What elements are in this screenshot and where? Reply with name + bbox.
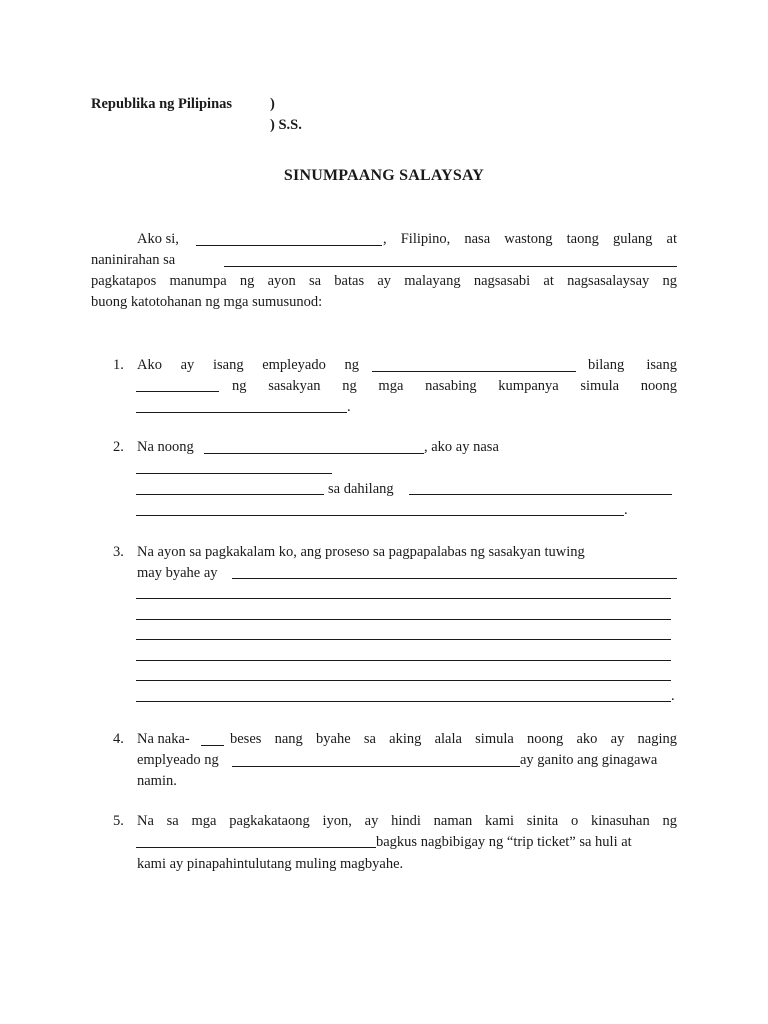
item5-line1: Na sa mga pagkakataong iyon, ay hindi naman kami sinita o kinasuhan ng xyxy=(137,813,677,829)
date-blank[interactable] xyxy=(204,453,424,454)
process-blank-3[interactable] xyxy=(136,619,671,620)
intro-line3: pagkatapos manumpa ng ayon sa batas ay malayang nagsasabi at nagsasalaysay ng xyxy=(91,273,677,289)
item5-line2-end: bagkus nagbibigay ng “trip ticket” sa huli at xyxy=(376,834,632,850)
item3-period: . xyxy=(671,688,675,704)
item4-line1-end: beses nang byahe sa aking alala simula noong ako ay naging xyxy=(230,731,677,747)
header-paren: ) xyxy=(270,96,275,112)
address-blank[interactable] xyxy=(224,266,677,267)
process-blank-6[interactable] xyxy=(136,680,671,681)
item-number: 2. xyxy=(113,439,124,455)
process-blank-1[interactable] xyxy=(232,578,677,579)
position-blank[interactable] xyxy=(136,391,219,392)
item-number: 4. xyxy=(113,731,124,747)
item4-line2-start: emplyeado ng xyxy=(137,752,219,768)
process-blank-4[interactable] xyxy=(136,639,671,640)
item2-period: . xyxy=(624,502,628,518)
item-number: 5. xyxy=(113,813,124,829)
item3-line1: Na ayon sa pagkakalam ko, ang proseso sa pagpapalabas ng sasakyan tuwing xyxy=(137,544,585,560)
intro-line2-start: naninirahan sa xyxy=(91,252,176,268)
item2-line1-start: Na noong xyxy=(137,439,194,455)
start-date-blank[interactable] xyxy=(136,412,347,413)
item1-line2: ng sasakyan ng mga nasabing kumpanya simula noong xyxy=(232,378,677,394)
item1-line1-end: bilang isang xyxy=(588,357,677,373)
process-blank-2[interactable] xyxy=(136,598,671,599)
item-number: 1. xyxy=(113,357,124,373)
item1-line1-start: Ako ay isang empleyado ng xyxy=(137,357,359,373)
item1-period: . xyxy=(347,399,351,415)
item4-line1-start: Na naka- xyxy=(137,731,190,747)
item3-line2-start: may byahe ay xyxy=(137,565,218,581)
process-blank-7[interactable] xyxy=(136,701,671,702)
intro-line4: buong katotohanan ng mga sumusunod: xyxy=(91,294,323,310)
header-ss: ) S.S. xyxy=(270,117,302,133)
item-number: 3. xyxy=(113,544,124,560)
item4-line2-end: ay ganito ang ginagawa xyxy=(520,752,658,768)
header-republic: Republika ng Pilipinas xyxy=(91,96,233,112)
trip-count-blank[interactable] xyxy=(201,745,224,746)
intro-line1-end: , Filipino, nasa wastong taong gulang at xyxy=(383,231,677,247)
name-blank[interactable] xyxy=(196,245,382,246)
item4-line3: namin. xyxy=(137,773,177,789)
employer-blank-2[interactable] xyxy=(232,766,520,767)
document-title: SINUMPAANG SALAYSAY xyxy=(283,167,485,184)
employer-blank[interactable] xyxy=(372,371,576,372)
item5-line3: kami ay pinapahintulutang muling magbyahe. xyxy=(137,856,404,872)
location-blank-2[interactable] xyxy=(136,494,324,495)
location-blank[interactable] xyxy=(136,473,332,474)
process-blank-5[interactable] xyxy=(136,660,671,661)
authority-blank[interactable] xyxy=(136,847,376,848)
item2-line1-end: , ako ay nasa xyxy=(424,439,499,455)
reason-blank-2[interactable] xyxy=(136,515,624,516)
reason-blank[interactable] xyxy=(409,494,672,495)
item2-line3-mid: sa dahilang xyxy=(328,481,394,497)
intro-line1-start: Ako si, xyxy=(137,231,179,247)
